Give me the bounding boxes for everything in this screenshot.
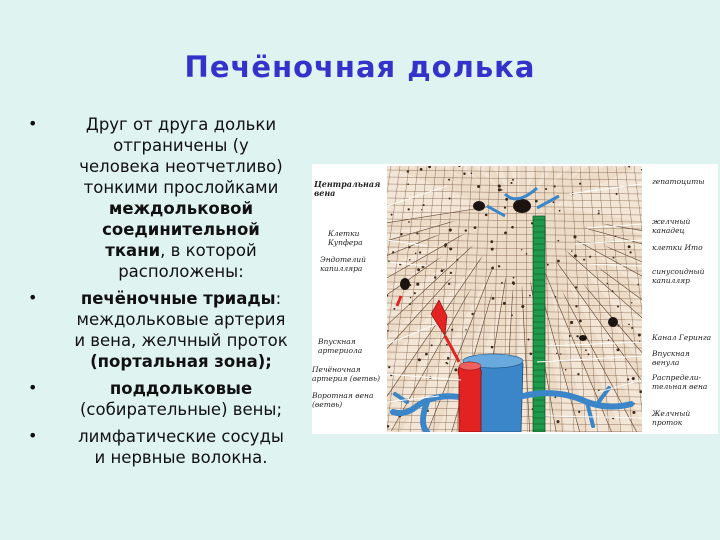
cell-nucleus: [448, 179, 450, 181]
hepatic-artery: [458, 362, 481, 432]
bullet-text: Друг от друга дольки: [85, 115, 277, 134]
cell-nucleus: [490, 240, 493, 243]
cell-nucleus: [585, 349, 587, 351]
cell-nucleus: [448, 283, 450, 285]
cell-nucleus: [485, 214, 488, 217]
cell-nucleus: [407, 183, 409, 185]
cell-nucleus: [513, 283, 515, 285]
bullet-item-lobule-borders: [28, 114, 318, 282]
cell-nucleus: [579, 320, 582, 323]
liver-lobule-illustration: [387, 166, 642, 432]
cell-nucleus: [416, 232, 418, 234]
cell-nucleus: [409, 303, 411, 305]
cell-nucleus: [554, 396, 556, 398]
cell-nucleus: [505, 198, 508, 201]
cell-nucleus: [491, 248, 494, 251]
cell-nucleus: [576, 335, 578, 337]
cell-nucleus: [392, 251, 394, 253]
bullet-text: тонкими прослойками: [83, 178, 279, 197]
bullet-item-lymph-nerves: [28, 426, 318, 468]
cell-nucleus: [408, 208, 410, 210]
label-inflow-venule: Впускная венула: [652, 349, 690, 367]
cell-nucleus: [627, 378, 629, 380]
cell-nucleus: [465, 329, 467, 331]
cell-nucleus: [510, 182, 512, 184]
cell-nucleus: [637, 284, 639, 286]
cell-nucleus: [631, 302, 632, 303]
cell-nucleus: [628, 324, 630, 326]
cell-nucleus: [569, 335, 571, 337]
bullet-emphasis: печёночные триады: [80, 289, 276, 308]
label-capillary-endothelium: Эндотелий капилляра: [320, 255, 366, 273]
cell-nucleus: [474, 226, 477, 229]
label-ito-cells: клетки Ито: [652, 243, 703, 252]
cell-nucleus: [445, 362, 447, 364]
cell-nucleus: [387, 330, 389, 332]
bile-duct-column: [533, 216, 545, 432]
label-central-vein: Центральная вена: [314, 179, 381, 198]
cell-nucleus: [575, 286, 577, 288]
bullet-emphasis: поддольковые: [109, 379, 253, 398]
cell-nucleus: [511, 226, 514, 229]
cell-nucleus: [415, 253, 417, 255]
label-portal-vein: Воротная вена (ветвь): [312, 391, 374, 409]
label-hepatic-artery: Печёночная артерия (ветвь): [312, 365, 381, 383]
cell-nucleus: [477, 185, 480, 188]
cell-nucleus: [491, 267, 494, 270]
vessel-lumen: [608, 317, 618, 327]
cell-nucleus: [573, 235, 576, 238]
cell-nucleus: [503, 302, 506, 305]
cell-nucleus: [423, 204, 425, 206]
cell-nucleus: [553, 201, 555, 203]
slide-title: Печёночная долька: [184, 50, 536, 84]
cell-nucleus: [419, 251, 421, 253]
cell-nucleus: [583, 259, 585, 261]
cell-nucleus: [521, 249, 522, 250]
cell-nucleus: [454, 368, 457, 371]
cell-nucleus: [617, 305, 619, 307]
cell-nucleus: [407, 170, 409, 172]
cell-nucleus: [446, 344, 448, 346]
cell-nucleus: [557, 260, 560, 263]
cell-nucleus: [444, 245, 446, 247]
bullet-item-triads: [28, 288, 318, 372]
cell-nucleus: [443, 269, 444, 270]
cell-nucleus: [628, 245, 631, 248]
label-sinusoidal-capillary: синусоидный капилляр: [652, 267, 705, 285]
cell-nucleus: [529, 352, 532, 355]
cell-nucleus: [388, 366, 390, 368]
cell-nucleus: [612, 290, 614, 292]
cell-nucleus: [501, 189, 502, 190]
bullet-item-sublobular-veins: [28, 378, 318, 420]
bullet-text: :: [275, 289, 282, 308]
cell-nucleus: [420, 168, 423, 171]
cell-nucleus: [579, 183, 581, 185]
cell-nucleus: [491, 346, 494, 349]
cell-nucleus: [391, 214, 393, 216]
label-hepatocytes: гепатоциты: [652, 177, 705, 186]
cell-nucleus: [639, 390, 642, 393]
cell-nucleus: [501, 282, 503, 284]
cell-nucleus: [598, 389, 600, 391]
cell-nucleus: [545, 188, 547, 190]
label-distributing-vein: Распредели- тельная вена: [652, 373, 708, 391]
bullet-text: человека неотчетливо): [79, 157, 283, 176]
bullet-text: и нервные волокна.: [94, 448, 268, 467]
cell-nucleus: [408, 221, 410, 223]
cell-nucleus: [535, 200, 538, 203]
bullet-text: лимфатические сосуды: [78, 427, 284, 446]
cell-nucleus: [416, 283, 419, 286]
cell-nucleus: [557, 420, 560, 423]
cell-nucleus: [547, 264, 549, 266]
cell-nucleus: [560, 353, 561, 354]
cell-nucleus: [617, 324, 619, 326]
cell-nucleus: [613, 257, 615, 259]
cell-nucleus: [630, 251, 632, 253]
cell-nucleus: [408, 246, 410, 248]
cell-nucleus: [512, 179, 514, 181]
cell-nucleus: [451, 329, 453, 331]
bullet-text: междольковые артерия: [76, 310, 286, 329]
cell-nucleus: [589, 256, 591, 258]
vessel-lumen: [579, 335, 587, 341]
cell-nucleus: [504, 232, 507, 235]
cell-nucleus: [529, 295, 531, 297]
cell-nucleus: [632, 411, 635, 414]
cell-nucleus: [632, 377, 635, 380]
central-vein-branch: [473, 201, 485, 211]
bullet-emphasis: ткани: [105, 241, 161, 260]
cell-nucleus: [504, 206, 506, 208]
bullet-emphasis: соединительной: [102, 220, 260, 239]
label-kupffer-cells: Клетки Купфера: [328, 229, 363, 247]
cell-nucleus: [449, 228, 452, 231]
cell-nucleus: [511, 314, 513, 316]
label-bile-duct: Желчный проток: [652, 409, 691, 427]
cell-nucleus: [598, 212, 600, 214]
cell-nucleus: [400, 233, 402, 235]
cell-nucleus: [434, 276, 436, 278]
label-inflow-arteriole: Впускная артериола: [318, 337, 363, 355]
cell-nucleus: [463, 173, 465, 175]
cell-nucleus: [607, 283, 609, 285]
cell-nucleus: [441, 269, 444, 272]
cell-nucleus: [598, 210, 599, 211]
cell-nucleus: [449, 247, 452, 250]
cell-nucleus: [616, 193, 618, 195]
label-bile-canaliculus: желчный канадец: [652, 217, 691, 235]
bullet-emphasis: междольковой: [108, 199, 254, 218]
cell-nucleus: [556, 353, 557, 354]
cell-nucleus: [418, 358, 421, 361]
bullet-text: (собирательные) вены;: [79, 400, 283, 419]
cell-nucleus: [465, 229, 467, 231]
cell-nucleus: [498, 188, 501, 191]
cell-nucleus: [450, 272, 452, 274]
central-vein: [513, 199, 531, 213]
cell-nucleus: [498, 265, 500, 267]
bullet-text: отграничены (у: [113, 136, 249, 155]
liver-lobule-figure: [312, 164, 718, 434]
cell-nucleus: [431, 344, 433, 346]
cell-nucleus: [393, 308, 395, 310]
cell-nucleus: [527, 338, 529, 340]
cell-nucleus: [617, 348, 620, 351]
cell-nucleus: [421, 209, 422, 210]
bullet-text: , в которой: [160, 241, 257, 260]
cell-nucleus: [410, 297, 411, 298]
cell-nucleus: [615, 236, 616, 237]
cell-nucleus: [425, 353, 428, 356]
vessel-lumen: [400, 278, 410, 290]
cell-nucleus: [492, 297, 495, 300]
cell-nucleus: [456, 259, 458, 261]
cell-nucleus: [575, 305, 577, 307]
cell-nucleus: [559, 210, 561, 212]
cell-nucleus: [557, 240, 559, 242]
cell-nucleus: [471, 173, 473, 175]
cell-nucleus: [449, 198, 451, 200]
cell-nucleus: [608, 339, 609, 340]
cell-nucleus: [578, 411, 580, 413]
cell-nucleus: [409, 259, 411, 261]
cell-nucleus: [498, 185, 501, 188]
bullet-list: [28, 114, 318, 474]
cell-nucleus: [553, 185, 555, 187]
cell-nucleus: [565, 369, 567, 371]
cell-nucleus: [447, 357, 450, 360]
cell-nucleus: [631, 327, 633, 329]
cell-nucleus: [555, 296, 557, 298]
cell-nucleus: [417, 268, 420, 271]
cell-nucleus: [638, 334, 641, 337]
cell-nucleus: [570, 321, 573, 324]
label-hering-canal: Канал Геринга: [652, 333, 712, 342]
cell-nucleus: [577, 373, 579, 375]
cell-nucleus: [588, 353, 590, 355]
cell-nucleus: [414, 292, 416, 294]
bullet-text: расположены:: [118, 262, 244, 281]
cell-nucleus: [526, 253, 528, 255]
cell-nucleus: [521, 305, 524, 308]
cell-nucleus: [574, 254, 577, 257]
cell-nucleus: [471, 313, 473, 315]
cell-nucleus: [571, 250, 572, 251]
bullet-text: и вена, желчный проток: [74, 331, 288, 350]
cell-nucleus: [513, 277, 515, 279]
bullet-emphasis: (портальная зона);: [90, 352, 272, 371]
